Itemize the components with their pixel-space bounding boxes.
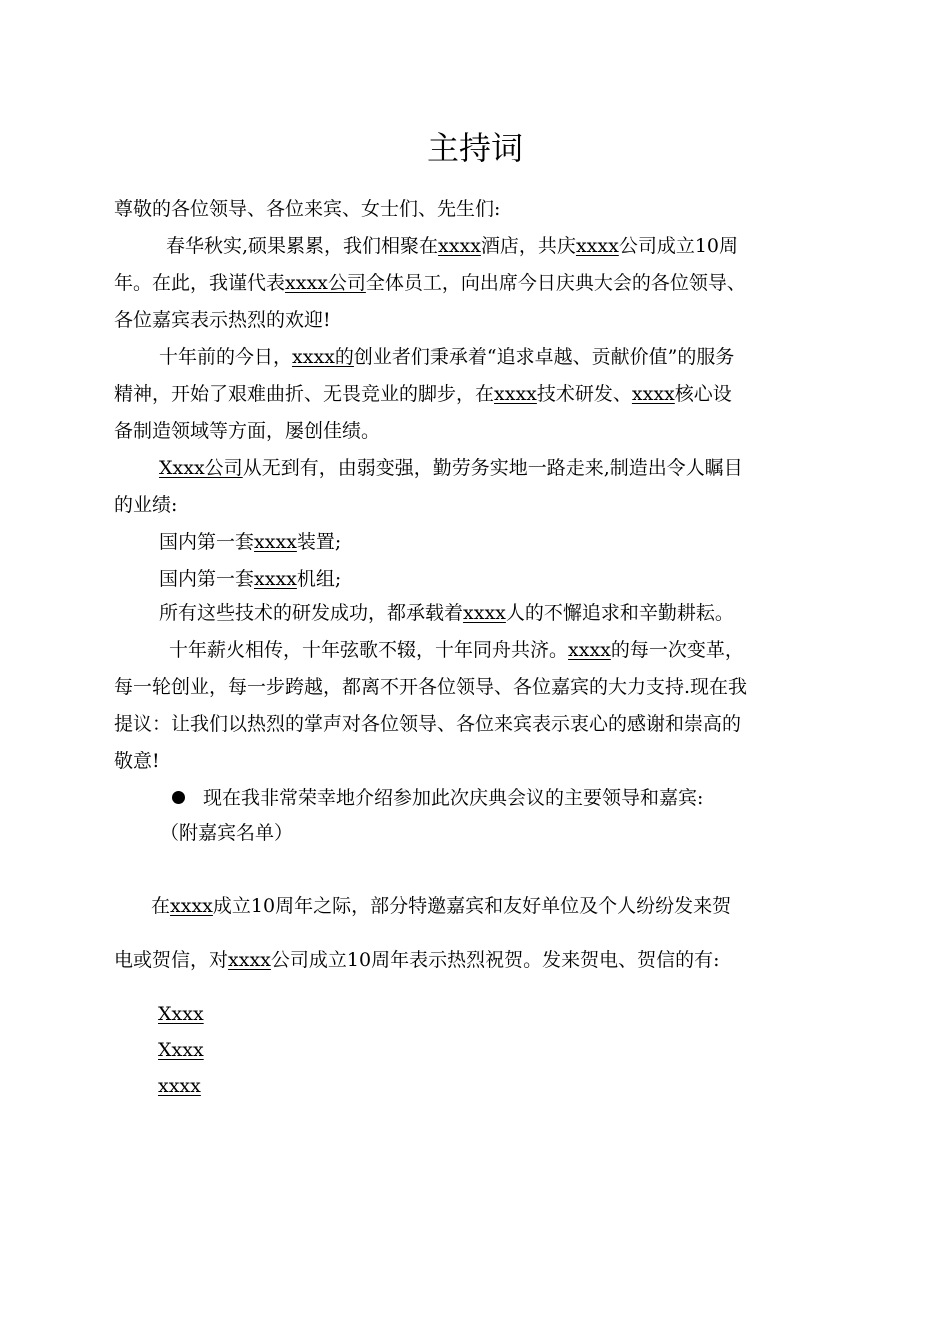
paragraph-2-line-1: 十年前的今日，xxxx的创业者们秉承着“追求卓越、贡献价值”的服务 [159,346,735,368]
sender-item: Xxxx [158,1003,204,1025]
paragraph-1-line-1: 春华秋实,硕果累累，我们相聚在xxxx酒店，共庆xxxx公司成立10周 [166,235,738,257]
paragraph-3-line-1: Xxxx公司从无到有，由弱变强，勤劳务实地一路走来,制造出令人瞩目 [159,457,743,479]
paragraph-5-line-4: 敬意! [114,750,160,772]
bullet-icon [172,791,185,804]
paragraph-3-line-2: 的业绩: [114,494,178,516]
paragraph-6-line-2: 电或贺信，对xxxx公司成立10周年表示热烈祝贺。发来贺电、贺信的有: [114,949,720,971]
sender-item: Xxxx [158,1039,204,1061]
greeting: 尊敬的各位领导、各位来宾、女士们、先生们: [114,198,501,220]
paragraph-2-line-2: 精神，开始了艰难曲折、无畏竞业的脚步，在xxxx技术研发、xxxx核心设 [114,383,732,405]
paragraph-1-line-2: 年。在此，我谨代表xxxx公司全体员工，向出席今日庆典大会的各位领导、 [114,272,746,294]
paragraph-5-line-3: 提议：让我们以热烈的掌声对各位领导、各位来宾表示衷心的感谢和崇高的 [114,713,742,735]
paragraph-5-line-2: 每一轮创业，每一步跨越，都离不开各位领导、各位嘉宾的大力支持.现在我 [114,676,748,698]
list-item: 国内第一套xxxx装置; [159,531,342,553]
bullet-item: 现在我非常荣幸地介绍参加此次庆典会议的主要领导和嘉宾: [114,786,864,810]
list-item: 国内第一套xxxx机组; [159,568,342,590]
paragraph-1-line-3: 各位嘉宾表示热烈的欢迎! [114,309,331,331]
paragraph-2-line-3: 备制造领域等方面，屡创佳绩。 [114,420,381,442]
paragraph-6-line-1: 在xxxx成立10周年之际，部分特邀嘉宾和友好单位及个人纷纷发来贺 [151,895,732,917]
paragraph-4: 所有这些技术的研发成功，都承载着xxxx人的不懈追求和辛勤耕耘。 [159,602,734,624]
guest-list-note: （附嘉宾名单） [160,822,294,844]
sender-item: xxxx [158,1075,201,1097]
document-title: 主持词 [426,129,523,167]
paragraph-5-line-1: 十年薪火相传，十年弦歌不辍，十年同舟共济。xxxx的每一次变革， [169,639,744,661]
